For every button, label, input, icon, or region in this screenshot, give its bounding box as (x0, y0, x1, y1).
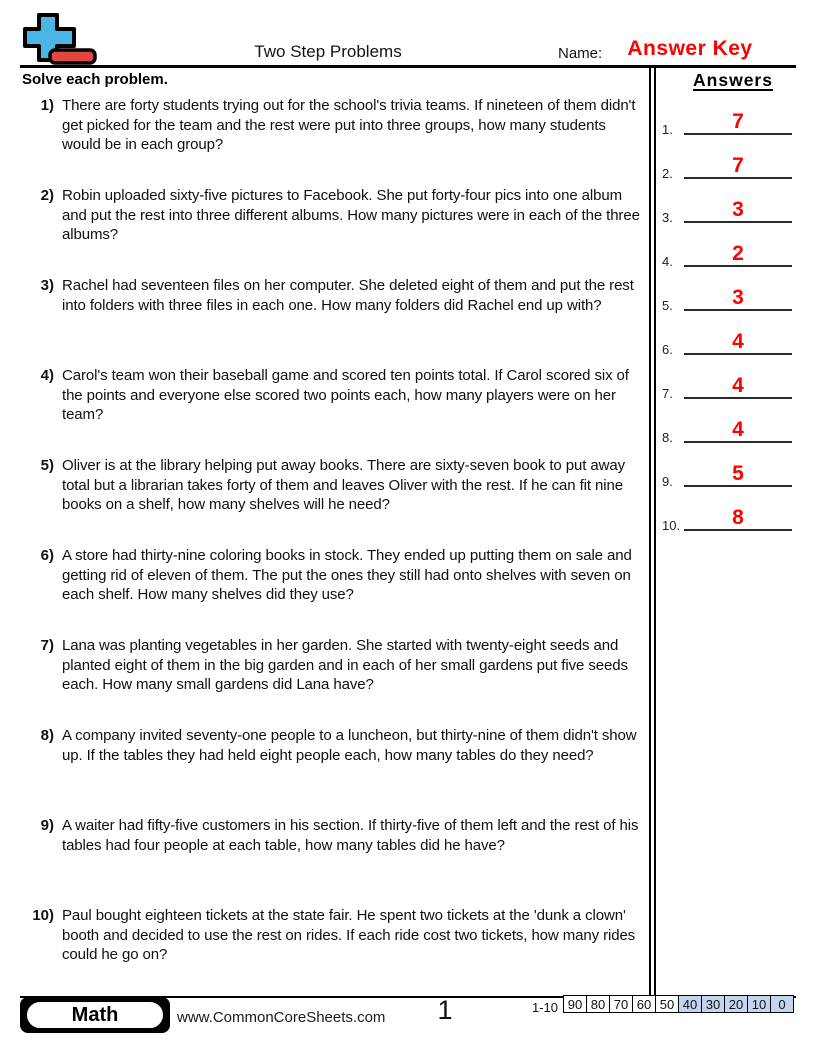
answer-value: 5 (732, 462, 744, 485)
answer-value: 2 (732, 242, 744, 265)
column-divider (649, 68, 656, 996)
answer-row-7 (660, 360, 806, 404)
problem-number: 6) (40, 547, 54, 564)
problem-text: Lana was planting vegetables in her garden. She started with twenty-eight seeds and planted eight of them in the big garden and in each of her small gardens put five seeds each. How many small gardens did Lana have? (62, 637, 628, 693)
score-cell: 30 (702, 996, 725, 1013)
problem-number: 2) (40, 187, 54, 204)
answer-value: 4 (732, 418, 744, 441)
answer-row-8 (660, 404, 806, 448)
answer-label: 3. (662, 210, 673, 225)
problem-number: 7) (40, 637, 54, 654)
problem-text: Robin uploaded sixty-five pictures to Facebook. She put forty-four pics into one album and put the rest into three different albums. How many pictures were in each of the three albums? (62, 187, 640, 243)
page-number: 1 (437, 995, 453, 1025)
website-url: www.CommonCoreSheets.com (177, 1009, 386, 1026)
score-cell: 70 (610, 996, 633, 1013)
score-cell: 10 (748, 996, 771, 1013)
answer-label: 2. (662, 166, 673, 181)
problem-number: 5) (40, 457, 54, 474)
problem-number: 9) (40, 817, 54, 834)
answer-value: 4 (732, 374, 744, 397)
problem-item-2 (24, 186, 648, 246)
subject-badge-label: Math (25, 1000, 165, 1030)
answer-value: 3 (732, 198, 744, 221)
answer-row-1 (660, 96, 806, 140)
problem-text: Carol's team won their baseball game and scored ten points total. If Carol scored six of the points and everyone else scored two points each, how many players were on her team? (62, 367, 629, 423)
answer-row-10 (660, 492, 806, 536)
answer-key-label: Answer Key (627, 37, 753, 60)
problem-text: There are forty students trying out for the school's trivia teams. If nineteen of them didn't get picked for the team and the rest were put into three groups, how many students would be in each group? (62, 97, 636, 153)
worksheet-title: Two Step Problems (254, 42, 402, 61)
answer-blank-line (684, 133, 792, 135)
problem-item-9 (24, 816, 648, 876)
answer-value: 7 (732, 154, 744, 177)
problem-item-4 (24, 366, 648, 426)
score-cell: 90 (564, 996, 587, 1013)
answers-column (660, 70, 806, 536)
answer-value: 7 (732, 110, 744, 133)
problem-item-3 (24, 276, 648, 336)
answer-blank-line (684, 265, 792, 267)
answer-row-2 (660, 140, 806, 184)
problem-text: Rachel had seventeen files on her computer. She deleted eight of them and put the rest into folders with three files in each one. How many folders did Rachel end up with? (62, 277, 634, 314)
score-cell: 80 (587, 996, 610, 1013)
answer-row-5 (660, 272, 806, 316)
answer-blank-line (684, 221, 792, 223)
problem-text: A waiter had fifty-five customers in his section. If thirty-five of them left and the rest of his tables had four people at each table, how many tables did he have? (62, 817, 639, 854)
answer-label: 5. (662, 298, 673, 313)
score-cell: 20 (725, 996, 748, 1013)
answer-row-3 (660, 184, 806, 228)
problem-text: Oliver is at the library helping put away books. There are sixty-seven book to put away total but a librarian takes forty of them and leaves Oliver with the rest. If he can fit nine books on a shelf, how many shelves will he need? (62, 457, 625, 513)
subject-badge (20, 997, 170, 1033)
answer-row-9 (660, 448, 806, 492)
answer-value: 8 (732, 506, 744, 529)
problem-item-8 (24, 726, 648, 786)
name-label: Name: (558, 45, 603, 62)
answer-value: 4 (732, 330, 744, 353)
problem-item-10 (24, 906, 648, 966)
score-cell: 40 (679, 996, 702, 1013)
answer-blank-line (684, 529, 792, 531)
answers-heading: Answers (693, 70, 773, 90)
problem-item-5 (24, 456, 648, 516)
problem-number: 10) (32, 907, 54, 924)
problem-item-6 (24, 546, 648, 606)
score-cell: 0 (771, 996, 794, 1013)
answer-value: 3 (732, 286, 744, 309)
answer-blank-line (684, 485, 792, 487)
problem-number: 1) (40, 97, 54, 114)
commoncoresheets-logo (22, 12, 98, 71)
plus-minus-icon (22, 12, 98, 66)
problem-text: Paul bought eighteen tickets at the state fair. He spent two tickets at the 'dunk a clown' booth and decided to use the rest on rides. If each ride cost two tickets, how many rides could he go on? (62, 907, 636, 963)
problem-text: A company invited seventy-one people to a luncheon, but thirty-nine of them didn't show up. If the tables they had held eight people each, how many tables do they need? (62, 727, 637, 764)
problem-item-1 (24, 96, 648, 156)
score-range-label: 1-10 (531, 1000, 558, 1015)
answer-row-6 (660, 316, 806, 360)
problem-text: A store had thirty-nine coloring books in stock. They ended up putting them on sale and getting rid of eleven of them. The put the ones they still had onto shelves with seven on each shelf. How many shelves did they use? (62, 547, 632, 603)
answer-label: 10. (662, 518, 681, 533)
score-cell: 60 (633, 996, 656, 1013)
answer-label: 7. (662, 386, 673, 401)
score-table (563, 995, 794, 1013)
answer-label: 6. (662, 342, 673, 357)
answer-row-4 (660, 228, 806, 272)
answer-blank-line (684, 353, 792, 355)
answer-label: 9. (662, 474, 673, 489)
answer-blank-line (684, 309, 792, 311)
answer-label: 4. (662, 254, 673, 269)
problem-number: 4) (40, 367, 54, 384)
score-cell: 50 (656, 996, 679, 1013)
answer-blank-line (684, 397, 792, 399)
instructions-text: Solve each problem. (22, 71, 168, 88)
problem-number: 3) (40, 277, 54, 294)
answer-blank-line (684, 177, 792, 179)
problem-number: 8) (40, 727, 54, 744)
problem-item-7 (24, 636, 648, 696)
header-rule (20, 65, 796, 68)
answer-blank-line (684, 441, 792, 443)
problem-list (24, 96, 648, 996)
answer-label: 8. (662, 430, 673, 445)
answer-label: 1. (662, 122, 673, 137)
